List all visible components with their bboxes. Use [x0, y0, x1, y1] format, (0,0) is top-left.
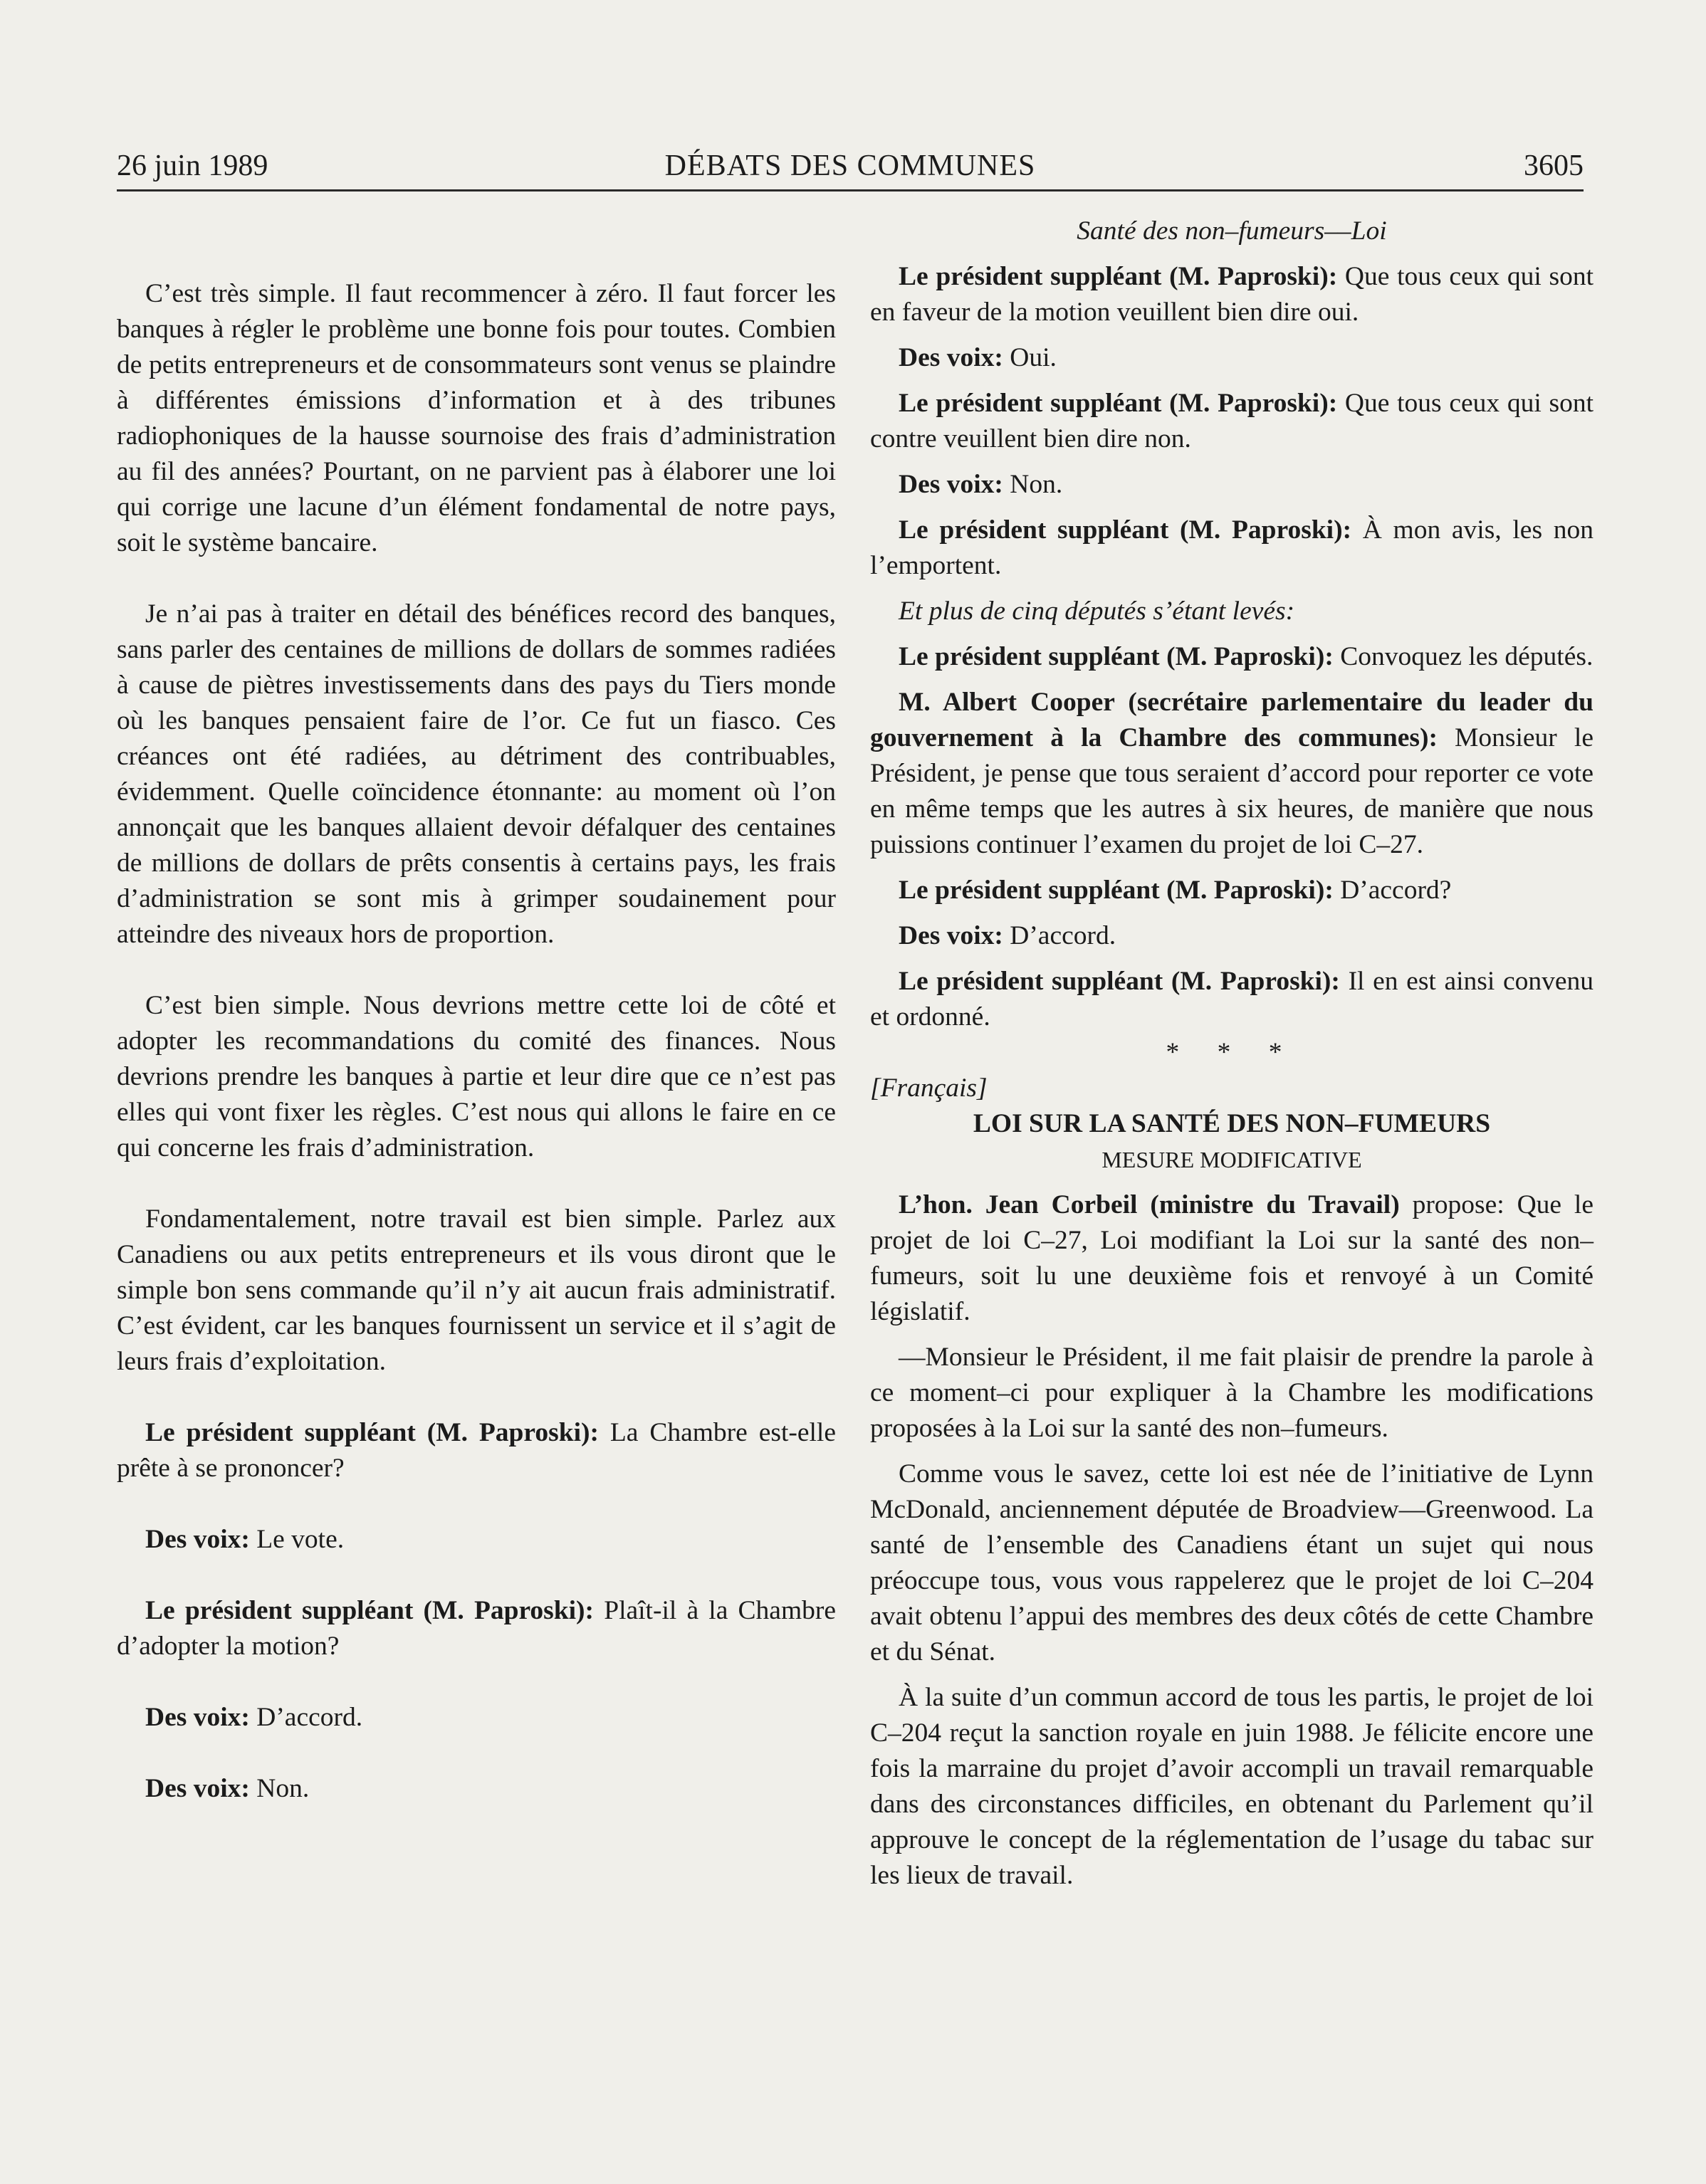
header-title: DÉBATS DES COMMUNES [664, 149, 1036, 182]
left-statement-4 [117, 1700, 836, 1736]
left-statement-2 [117, 1522, 836, 1558]
right-statement-5 [870, 513, 1594, 584]
statement-text: D’accord. [249, 1703, 363, 1732]
right-statement-4 [870, 467, 1594, 503]
section-subtitle: MESURE MODIFICATIVE [1101, 1147, 1362, 1172]
language-marker: [Français] [870, 1073, 988, 1103]
speaker-name: M. Albert Cooper (secrétaire parlementaire du leader du gouvernement à la Chambre des communes): [870, 688, 1594, 752]
statement-text: Que tous ceux qui sont en faveur de la motion veuillent bien dire oui. [870, 262, 1594, 327]
right-statement-8 [870, 685, 1594, 863]
statement-text: La Chambre est-elle prête à se prononcer? [117, 1418, 836, 1483]
left-paragraph-4: Fondamentalement, notre travail est bien simple. Parlez aux Canadiens ou aux petits entrepreneurs et ils vous diront que le simple bon sens commande qu’il n’y ait aucun frais administratif. C’est évident, car les banques fournissent un service et il s’agit de leurs frais d’exploitation. [117, 1204, 836, 1376]
statement-text: Il en est ainsi convenu et ordonné. [870, 967, 1594, 1031]
speaker-name: Le président suppléant (M. Paproski): [899, 389, 1338, 418]
left-column [117, 214, 836, 1807]
header-date: 26 juin 1989 [117, 149, 268, 182]
speaker-name: Des voix: [145, 1525, 250, 1554]
left-paragraph-2: Je n’ai pas à traiter en détail des bénéfices record des banques, sans parler des centaines de millions de dollars de sommes radiées à cause de piètres investissements dans des pays du Tiers monde où les banques pensaient faire de l’or. Ce fut un fiasco. Ces créances ont été radiées, au détriment des contribuables, évidemment. Quelle coïncidence étonnante: au moment où l’on annonçait que les banques allaient devoir défalquer des centaines de millions de dollars de prêts consentis à certains pays, les frais d’administration se sont mis à grimper soudainement pour atteindre des niveaux hors de proportion. [117, 599, 836, 949]
speaker-name: Le président suppléant (M. Paproski): [899, 967, 1340, 996]
speaker-name: Des voix: [145, 1703, 250, 1732]
statement-text: propose: Que le projet de loi C–27, Loi modifiant la Loi sur la santé des non–fumeurs, soit lu une deuxième fois et renvoyé à un Comité législatif. [870, 1190, 1594, 1326]
left-statement-1 [117, 1415, 836, 1486]
speaker-name: Le président suppléant (M. Paproski): [899, 642, 1334, 671]
right-paragraph-15: À la suite d’un commun accord de tous les partis, le projet de loi C–204 reçut la sanction royale en juin 1988. Je félicite encore une fois la marraine du projet d’avoir accompli un travail remarquable dans des circonstances difficiles, en obtenant du Parlement qu’il approuve le concept de la réglementation de l’usage du tabac sur les lieux de travail. [870, 1683, 1594, 1890]
speaker-name: Des voix: [899, 343, 1003, 372]
right-statement-10 [870, 918, 1594, 954]
statement-text: D’accord? [1333, 876, 1452, 905]
header-rule [117, 189, 1584, 191]
section-separator: * * * [1166, 1038, 1298, 1067]
statement-text: Que tous ceux qui sont contre veuillent bien dire non. [870, 389, 1594, 453]
speaker-name: Des voix: [899, 921, 1003, 950]
speaker-name: Le président suppléant (M. Paproski): [899, 876, 1334, 905]
statement-text: Le vote. [249, 1525, 345, 1554]
statement-text: Oui. [1003, 343, 1057, 372]
statement-text: À mon avis, les non l’emportent. [870, 515, 1594, 580]
speaker-name: Le président suppléant (M. Paproski): [899, 515, 1352, 545]
header-page-number: 3605 [1524, 149, 1584, 182]
left-statement-5 [117, 1771, 836, 1807]
statement-text: D’accord. [1003, 921, 1116, 950]
section-title: LOI SUR LA SANTÉ DES NON–FUMEURS [973, 1109, 1491, 1138]
right-statement-12 [870, 1187, 1594, 1330]
stage-direction: Et plus de cinq députés s’étant levés: [899, 597, 1295, 626]
right-statement-9 [870, 873, 1594, 908]
speaker-name: Le président suppléant (M. Paproski): [899, 262, 1338, 291]
right-statement-7 [870, 639, 1594, 675]
speaker-name: Des voix: [145, 1774, 250, 1803]
page-header [117, 146, 1584, 186]
speaker-name: Le président suppléant (M. Paproski): [145, 1596, 595, 1625]
left-paragraph-1: C’est très simple. Il faut recommencer à zéro. Il faut forcer les banques à régler le problème une bonne fois pour toutes. Combien de petits entrepreneurs et de consommateurs sont venus se plaindre à différentes émissions d’information et à des tribunes radiophoniques de la hausse sournoise des frais d’administration au fil des années? Pourtant, on ne parvient pas à élaborer une loi qui corrige une lacune d’un élément fondamental de notre pays, soit le système bancaire. [117, 279, 836, 557]
right-column [870, 214, 1594, 1894]
speaker-name: Le président suppléant (M. Paproski): [145, 1418, 599, 1447]
right-statement-3 [870, 386, 1594, 457]
statement-text: Monsieur le Président, je pense que tous seraient d’accord pour reporter ce vote en même temps que les autres à six heures, de manière que nous puissions continuer l’examen du projet de loi C–27. [870, 723, 1594, 859]
right-statement-1 [870, 259, 1594, 330]
right-statement-2 [870, 340, 1594, 376]
statement-text: Non. [1003, 470, 1063, 499]
left-statement-3 [117, 1593, 836, 1664]
statement-text: Convoquez les députés. [1333, 642, 1594, 671]
running-head: Santé des non–fumeurs––Loi [1077, 216, 1387, 246]
statement-text: Plaît-il à la Chambre d’adopter la motion? [117, 1596, 836, 1661]
right-statement-11 [870, 964, 1594, 1035]
statement-text: Non. [249, 1774, 310, 1803]
right-paragraph-14: Comme vous le savez, cette loi est née de l’initiative de Lynn McDonald, anciennement députée de Broadview—Greenwood. La santé de l’ensemble des Canadiens étant un sujet qui nous préoccupe tous, vous vous rappelerez que le projet de loi C–204 avait obtenu l’appui des membres des deux côtés de cette Chambre et du Sénat. [870, 1459, 1594, 1666]
right-paragraph-13: —Monsieur le Président, il me fait plaisir de prendre la parole à ce moment–ci pour expliquer à la Chambre les modifications proposées à la Loi sur la santé des non–fumeurs. [870, 1343, 1594, 1443]
left-paragraph-3: C’est bien simple. Nous devrions mettre cette loi de côté et adopter les recommandations du comité des finances. Nous devrions prendre les banques à partie et leur dire que ce n’est pas elles qui vont fixer les règles. C’est nous qui allons le faire en ce qui concerne les frais d’administration. [117, 991, 836, 1162]
speaker-name: L’hon. Jean Corbeil (ministre du Travail) [899, 1190, 1400, 1219]
speaker-name: Des voix: [899, 470, 1003, 499]
